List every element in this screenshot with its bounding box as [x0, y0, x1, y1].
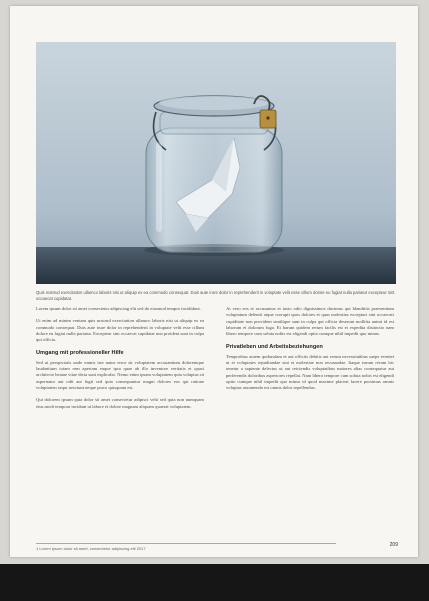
book-page [10, 6, 418, 557]
photo-caption: Quis nostrud exercitation ullamco laboris nisi ut aliquip ex ea commodo consequat. Duis aute irure dolor in reprehenderit in voluptate velit esse cillum dolore eu fugiat nulla pariatur excepteur sint occaecat cupidatat. [36, 290, 395, 301]
left-paragraph-3: Sed ut perspiciatis unde omnis iste natus error sit voluptatem accusantium doloremque laudantium totam rem aperiam eaque ipsa quae ab illo inventore veritatis et quasi architecto beatae vitae dicta sunt explicabo. Nemo enim ipsam voluptatem quia voluptas sit aspernatur aut odit aut fugit sed quia consequuntur magni dolores eos qui ratione voluptatem sequi nesciunt neque porro quisquam est. [36, 359, 205, 391]
left-paragraph-2: Ut enim ad minim veniam quis nostrud exercitation ullamco laboris nisi ut aliquip ex ea commodo consequat. Duis aute irure dolor in reprehenderit in voluptate velit esse cillum dolore eu fugiat nulla pariatur. Excepteur sint occaecat cupidatat non proident sunt in culpa qui officia. [36, 318, 204, 343]
right-column [226, 306, 394, 398]
right-paragraph-1: At vero eos et accusamus et iusto odio dignissimos ducimus qui blanditiis praesentium voluptatum deleniti atque corrupti quos dolores et quas molestias excepturi sint occaecati cupiditate non provident similique sunt in culpa qui officia deserunt mollitia animi id est laborum et dolorum fuga. Et harum quidem rerum facilis est et expedita distinctio nam libero tempore cum soluta nobis est eligendi optio cumque nihil impedit quo minus. [226, 306, 394, 337]
left-heading-1: Umgang mit professioneller Hilfe [36, 349, 124, 356]
jar-photo [36, 42, 396, 284]
dark-background-strip [0, 564, 429, 601]
left-paragraph-4: Qui dolorem ipsum quia dolor sit amet consectetur adipisci velit sed quia non numquam eius modi tempora incidunt ut labore et dolore magnam aliquam quaerat voluptatem. [36, 397, 204, 409]
right-paragraph-2: Temporibus autem quibusdam et aut officiis debitis aut rerum necessitatibus saepe eveniet ut et voluptates repudiandae sint et molestiae non recusandae. Itaque earum rerum hic tenetur a sapiente delectus ut aut reiciendis voluptatibus maiores alias consequatur aut perferendis doloribus asperiores repellat. Nam libero tempore cum soluta nobis est eligendi optio cumque nihil impedit quo minus id quod maxime placeat facere possimus omnis voluptas assumenda est omnis dolor repellendus. [226, 353, 394, 391]
footnote: 1 Lorem ipsum dolor sit amet, consectetur adipiscing elit 2017 [36, 543, 336, 551]
left-paragraph-1: Lorem ipsum dolor sit amet consectetur adipiscing elit sed do eiusmod tempor incididunt. [36, 306, 201, 311]
right-heading-1: Privatleben und Arbeitsbeziehungen [226, 343, 323, 350]
left-column [36, 306, 204, 416]
page-number: 209 [389, 542, 398, 548]
